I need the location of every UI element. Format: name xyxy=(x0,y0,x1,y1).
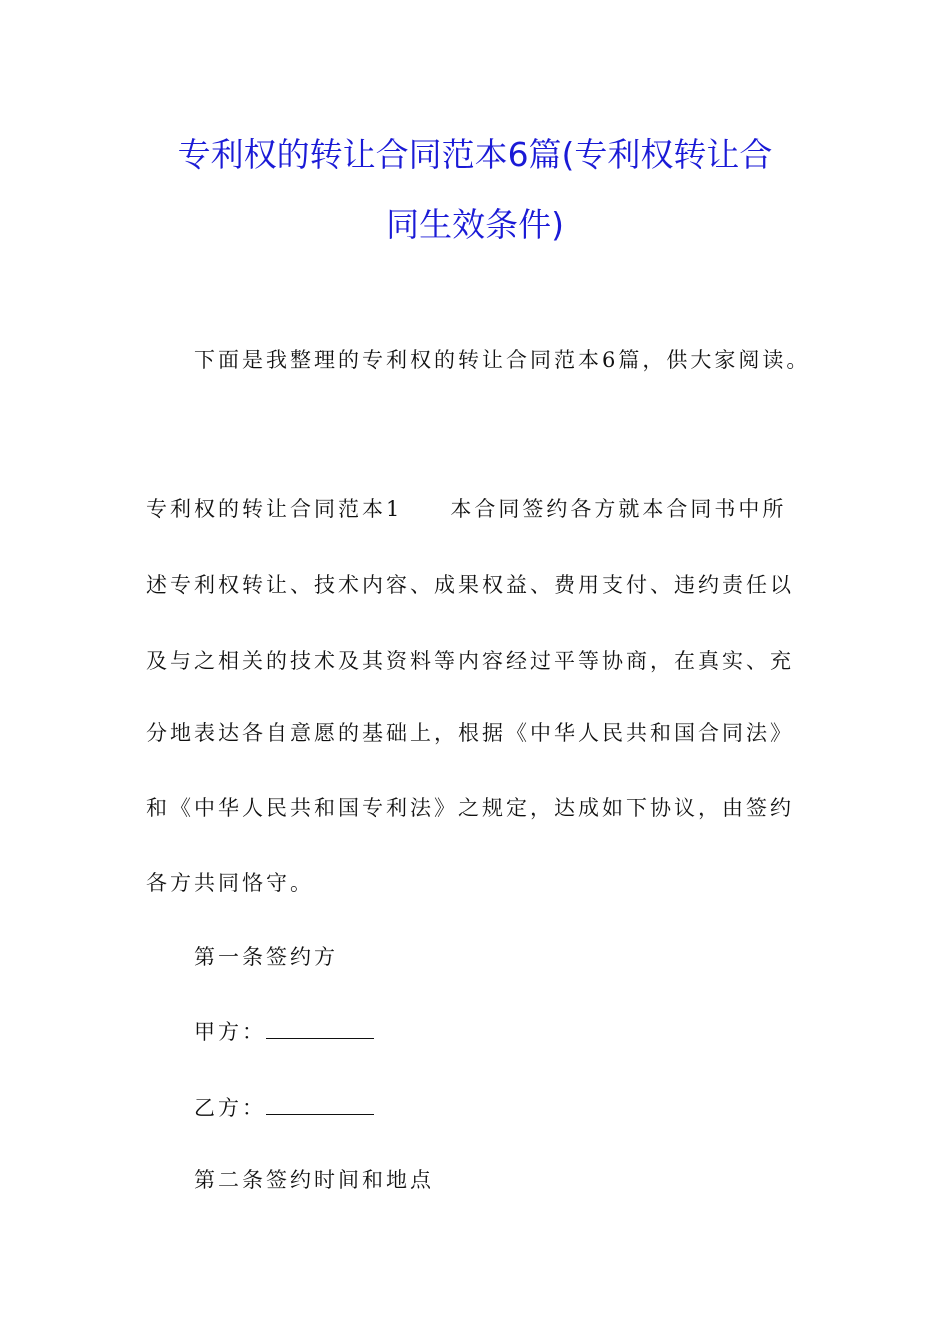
party-a-blank xyxy=(266,1018,374,1039)
document-title-line-1: 专利权的转让合同范本6篇(专利权转让合 xyxy=(177,135,773,174)
document-title-line-2: 同生效条件) xyxy=(386,205,564,244)
body-line-4: 分地表达各自意愿的基础上，根据《中华人民共和国合同法》 xyxy=(146,721,794,745)
body-line-6: 各方共同恪守。 xyxy=(146,871,314,895)
body-line-3: 及与之相关的技术及其资料等内容经过平等协商，在真实、充 xyxy=(146,649,794,673)
party-b-row xyxy=(194,1093,854,1123)
party-b-label: 乙方： xyxy=(194,1096,266,1120)
article-1-heading: 第一条签约方 xyxy=(194,945,338,969)
article-2-heading: 第二条签约时间和地点 xyxy=(194,1168,434,1192)
party-b-blank xyxy=(266,1094,374,1115)
party-a-label: 甲方： xyxy=(194,1020,266,1044)
intro-paragraph: 下面是我整理的专利权的转让合同范本6篇，供大家阅读。 xyxy=(194,348,811,372)
body-line-2: 述专利权转让、技术内容、成果权益、费用支付、违约责任以 xyxy=(146,573,794,597)
body-line-1: 专利权的转让合同范本1 本合同签约各方就本合同书中所 xyxy=(146,497,787,521)
party-a-row xyxy=(194,1017,854,1047)
body-line-5: 和《中华人民共和国专利法》之规定，达成如下协议，由签约 xyxy=(146,796,794,820)
